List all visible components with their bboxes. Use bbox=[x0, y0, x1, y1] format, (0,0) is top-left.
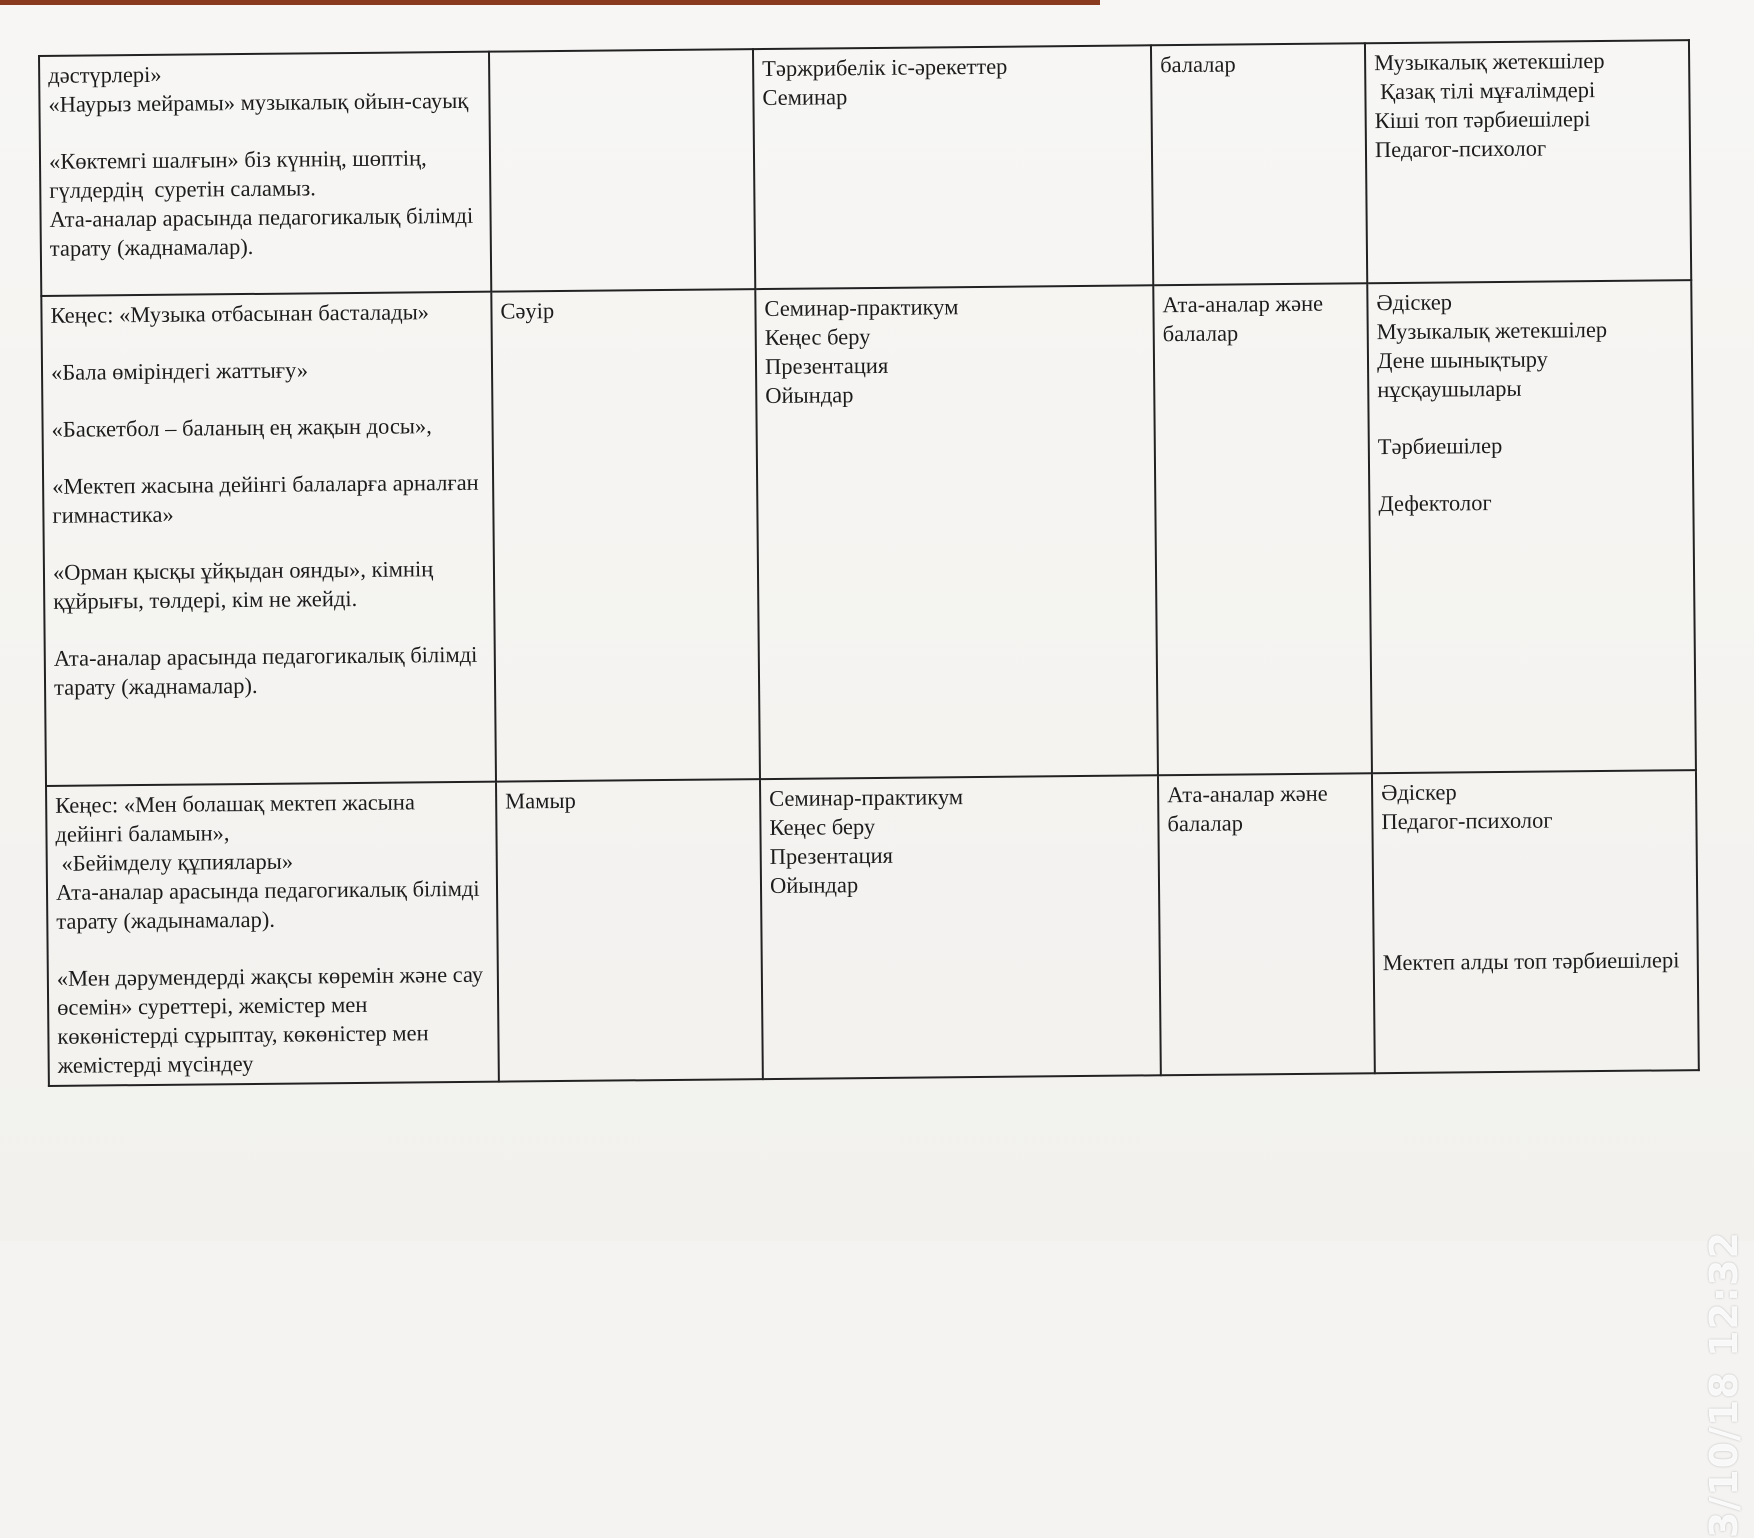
forms-line: Ойындар bbox=[769, 872, 859, 899]
camera-date-stamp: 3/10/18 12:32 bbox=[1702, 1231, 1746, 1538]
topic-cell bbox=[39, 52, 491, 296]
participants-line: Ата-аналар және балалар bbox=[1167, 780, 1334, 837]
forms-line: Кеңес беру bbox=[764, 324, 871, 351]
forms-cell bbox=[755, 285, 1158, 779]
line-gap bbox=[1382, 833, 1688, 864]
line-gap bbox=[53, 526, 485, 558]
forms-line: Семинар bbox=[762, 84, 848, 111]
topic-line: Ата-аналар арасында педагогикалық білімді тарату (жадынамалар). bbox=[55, 875, 486, 934]
responsible-line: Педагог-психолог bbox=[1374, 135, 1547, 163]
topic-line: «Бейімделу құпиялары» bbox=[55, 848, 294, 876]
line-gap bbox=[49, 115, 481, 147]
forms-line: Тәржрибелік іс-әрекеттер bbox=[762, 53, 1008, 82]
responsible-line: Музыкалық жетекшілер bbox=[1374, 47, 1605, 76]
participants-line: балалар bbox=[1160, 51, 1236, 78]
table-row bbox=[39, 40, 1691, 296]
line-gap bbox=[1382, 917, 1688, 948]
line-gap bbox=[56, 932, 488, 964]
topic-line: «Наурыз мейрамы» музыкалық ойын-сауық bbox=[48, 87, 469, 117]
topic-line: Кеңес: «Мен болашақ мектеп жасына дейінгі баламын», bbox=[55, 789, 421, 847]
plan-table-body bbox=[39, 40, 1699, 1086]
table-row bbox=[46, 770, 1699, 1086]
responsible-line: Дене шынықтыру нұсқаушылары bbox=[1376, 346, 1554, 403]
line-gap bbox=[53, 612, 485, 644]
month-text: Мамыр bbox=[505, 787, 576, 814]
forms-line: Семинар-практикум bbox=[764, 294, 959, 322]
responsible-line: Қазақ тілі мұғалімдері bbox=[1374, 77, 1596, 105]
topic-line: Кеңес: «Музыка отбасынан басталады» bbox=[50, 299, 430, 328]
responsible-cell bbox=[1365, 40, 1691, 283]
topic-line: «Баскетбол – баланың ең жақын досы», bbox=[51, 413, 432, 442]
month-text: Сәуір bbox=[500, 298, 555, 324]
forms-cell bbox=[753, 45, 1153, 289]
line-gap bbox=[51, 383, 483, 415]
forms-line: Семинар-практикум bbox=[769, 784, 964, 812]
topic-line: «Бала өміріндегі жаттығу» bbox=[50, 357, 309, 385]
topic-line: «Көктемгі шалғын» біз күннің, шөптің, гүлдердің суретін саламыз. bbox=[48, 145, 433, 203]
line-gap bbox=[1382, 861, 1688, 892]
responsible-line: Әдіскер bbox=[1381, 779, 1457, 806]
responsible-line: Педагог-психолог bbox=[1381, 807, 1553, 835]
table-row bbox=[41, 280, 1696, 786]
topic-cell bbox=[46, 782, 499, 1086]
topic-line: Ата-аналар арасында педагогикалық білімді тарату (жаднамалар). bbox=[49, 202, 479, 261]
topic-line: дәстүрлері» bbox=[48, 61, 162, 88]
top-edge-strip bbox=[0, 0, 1100, 5]
line-gap bbox=[52, 440, 484, 472]
participants-cell bbox=[1158, 773, 1375, 1075]
forms-line: Ойындар bbox=[765, 382, 854, 409]
topic-line: «Орман қысқы ұйқыдан оянды», кімнің құйрығы, төлдері, кім не жейді. bbox=[52, 556, 440, 614]
responsible-line: Әдіскер bbox=[1376, 289, 1453, 316]
topic-line: «Мен дәрумендерді жақсы көремін және сау өсемін» суреттері, жемістер мен көкөністерді сұрыптау, көкөністер мен жемістерді мүсіндеу bbox=[56, 961, 489, 1078]
month-cell bbox=[489, 49, 755, 292]
topic-cell bbox=[41, 292, 496, 786]
participants-cell bbox=[1153, 283, 1372, 775]
topic-line: «Мектеп жасына дейінгі балаларға арналған гимнастика» bbox=[52, 469, 485, 528]
line-gap bbox=[1382, 889, 1688, 920]
participants-line: Ата-аналар және балалар bbox=[1162, 290, 1329, 347]
month-text bbox=[498, 54, 744, 85]
responsible-line: Кіші топ тәрбиешілері bbox=[1374, 106, 1591, 134]
line-gap bbox=[1378, 458, 1684, 489]
responsible-line: Тәрбиешілер bbox=[1377, 432, 1503, 460]
forms-line: Презентация bbox=[769, 842, 894, 870]
line-gap bbox=[1377, 401, 1683, 432]
responsible-cell bbox=[1367, 280, 1696, 773]
forms-cell bbox=[760, 775, 1161, 1079]
participants-cell bbox=[1151, 43, 1367, 285]
responsible-line: Дефектолог bbox=[1378, 490, 1492, 517]
responsible-cell bbox=[1372, 770, 1699, 1073]
month-cell bbox=[491, 289, 760, 782]
line-gap bbox=[51, 326, 483, 358]
plan-table bbox=[38, 39, 1700, 1087]
topic-line: Ата-аналар арасында педагогикалық білімді тарату (жаднамалар). bbox=[53, 641, 484, 700]
forms-line: Презентация bbox=[764, 352, 889, 380]
month-cell bbox=[496, 779, 763, 1082]
responsible-line: Музыкалық жетекшілер bbox=[1376, 316, 1608, 345]
forms-line: Кеңес беру bbox=[769, 814, 876, 841]
responsible-line: Мектеп алды топ тәрбиешілері bbox=[1382, 947, 1680, 976]
